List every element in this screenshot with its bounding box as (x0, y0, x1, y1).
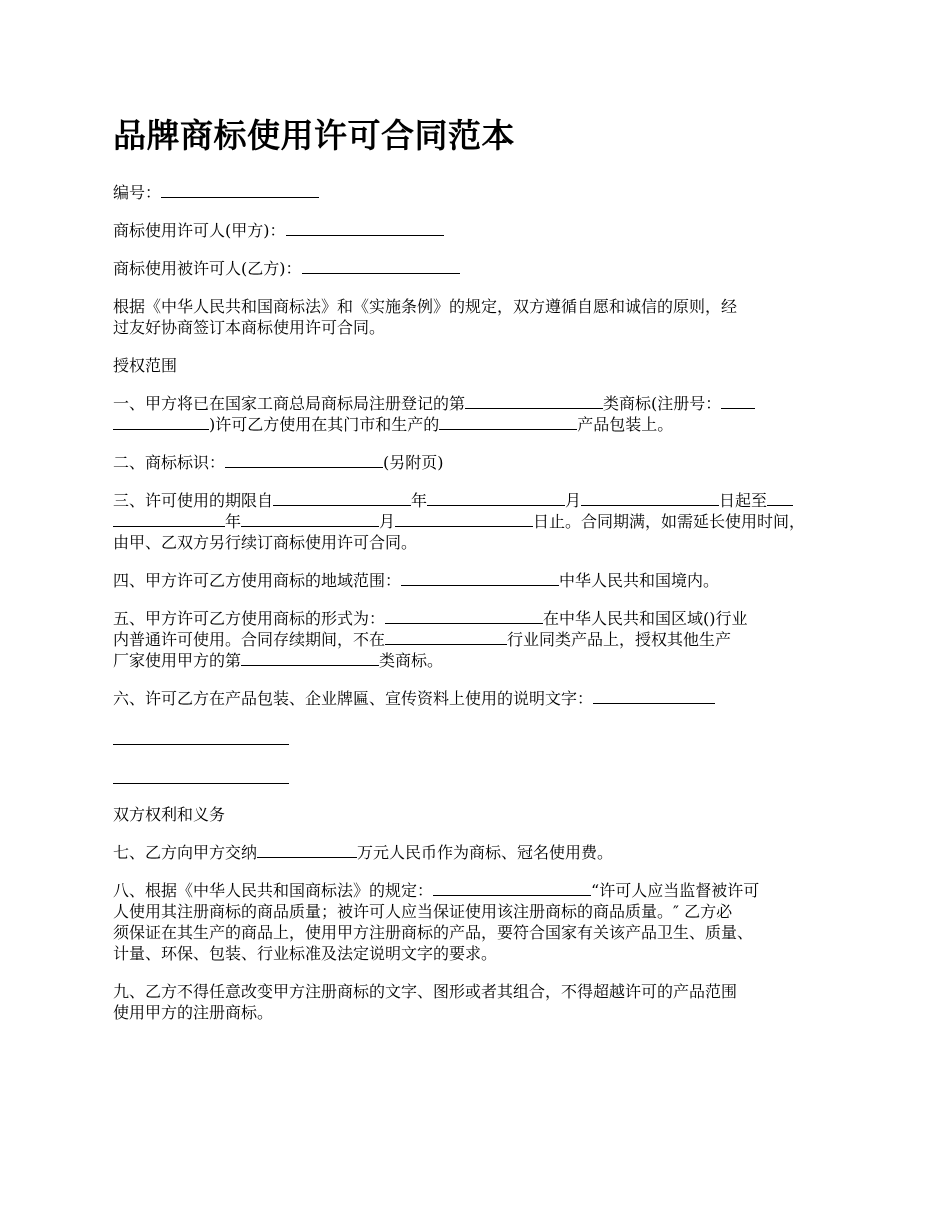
product-blank[interactable] (439, 414, 577, 430)
contract-page (113, 108, 853, 1040)
end-year-blank-part-1[interactable] (767, 490, 793, 506)
number-blank[interactable] (161, 182, 319, 198)
clause-3-line-2 (113, 511, 853, 532)
territory-blank[interactable] (401, 570, 559, 586)
clause-8-line-2: 人使用其注册商标的商品质量；被许可人应当保证使用该注册商标的商品质量。″ 乙方必 (113, 902, 733, 921)
trademark-class-blank[interactable] (465, 393, 603, 409)
clause-9-line-1: 九、乙方不得任意改变甲方注册商标的文字、图形或者其组合，不得超越许可的产品范围 (113, 982, 738, 1001)
licensor-label: 商标使用许可人(甲方)： (113, 221, 286, 240)
end-month-blank[interactable] (241, 511, 379, 527)
clause-2 (113, 452, 853, 473)
licensee-label: 商标使用被许可人(乙方)： (113, 259, 302, 278)
licensor-blank[interactable] (286, 220, 444, 236)
clause-8-text-a: 八、根据《中华人民共和国商标法》的规定： (113, 881, 434, 900)
clause-2-text-b: (另附页) (383, 453, 444, 472)
fee-amount-blank[interactable] (257, 842, 357, 858)
clause-8 (113, 880, 853, 964)
preamble-line-1: 根据《中华人民共和国商标法》和《实施条例》的规定，双方遵循自愿和诚信的原则，经 (113, 297, 738, 316)
start-year-blank[interactable] (273, 490, 411, 506)
section-heading-scope: 授权范围 (113, 356, 178, 375)
clause-3-year-1: 年 (411, 491, 428, 510)
clause-5-text-f: 类商标。 (379, 651, 444, 670)
clause-8-line-1 (113, 880, 853, 901)
clause-6 (113, 688, 853, 709)
clause-3-day-from: 日起至 (719, 491, 768, 510)
clause-6-text-a: 六、许可乙方在产品包装、企业牌匾、宣传资料上使用的说明文字： (113, 689, 594, 708)
clause-4 (113, 570, 853, 591)
clause-5-text-e: 厂家使用甲方的第 (113, 651, 242, 670)
licensee-field-row (113, 258, 853, 279)
end-year-blank-part-2[interactable] (113, 511, 225, 527)
clause-5-line-1 (113, 608, 853, 629)
clause-1-line-2 (113, 414, 853, 435)
clause-1-text-c: )许可乙方使用在其门市和生产的 (209, 415, 440, 434)
clause-3-line-1 (113, 490, 853, 511)
licensor-class-blank[interactable] (241, 650, 379, 666)
licensor-field-row (113, 220, 853, 241)
clause-5 (113, 608, 853, 671)
registration-number-blank-part-2[interactable] (113, 414, 209, 430)
clause-1-line-1 (113, 393, 853, 414)
description-text-blank-line-3[interactable] (113, 765, 289, 784)
end-day-blank[interactable] (395, 511, 533, 527)
clause-1-text-b: 类商标(注册号： (603, 394, 722, 413)
document-title: 品牌商标使用许可合同范本 (113, 116, 515, 155)
clause-3-month-2: 月 (379, 512, 396, 531)
clause-5-text-d: 行业同类产品上，授权其他生产 (507, 630, 732, 649)
clause-8-text-b: “许可人应当监督被许可 (591, 881, 760, 900)
clause-5-text-c: 内普通许可使用。合同存续期间，不在 (113, 630, 386, 649)
clause-3 (113, 490, 853, 553)
description-text-blank-line-2[interactable] (113, 726, 289, 745)
clause-3-year-2: 年 (225, 512, 242, 531)
clause-3-day-to: 日止。合同期满，如需延长使用时间， (533, 512, 806, 531)
usage-form-blank[interactable] (385, 608, 543, 624)
start-month-blank[interactable] (427, 490, 565, 506)
clause-1 (113, 393, 853, 435)
clause-3-line-3: 由甲、乙双方另行续订商标使用许可合同。 (113, 533, 418, 552)
registration-number-blank-part-1[interactable] (721, 393, 755, 409)
clause-3-month-1: 月 (565, 491, 582, 510)
clause-9-line-2: 使用甲方的注册商标。 (113, 1003, 274, 1022)
industry-blank[interactable] (385, 629, 507, 645)
clause-9 (113, 981, 853, 1023)
clause-8-line-4: 计量、环保、包装、行业标准及法定说明文字的要求。 (113, 944, 498, 963)
number-label: 编号： (113, 183, 162, 202)
start-day-blank[interactable] (581, 490, 719, 506)
section-heading-rights: 双方权利和义务 (113, 805, 226, 824)
clause-4-text-b: 中华人民共和国境内。 (559, 571, 720, 590)
clause-7 (113, 842, 853, 863)
clause-8-line-3: 须保证在其生产的商品上，使用甲方注册商标的产品，要符合国家有关该产品卫生、质量、 (113, 923, 754, 942)
preamble-paragraph (113, 296, 853, 338)
clause-5-text-b: 在中华人民共和国区域()行业 (543, 609, 748, 628)
clause-7-text-a: 七、乙方向甲方交纳 (113, 843, 258, 862)
clause-2-text-a: 二、商标标识： (113, 453, 226, 472)
description-text-blank[interactable] (593, 688, 715, 704)
clause-1-text-d: 产品包装上。 (577, 415, 674, 434)
number-field-row (113, 182, 853, 203)
preamble-line-2: 过友好协商签订本商标使用许可合同。 (113, 318, 386, 337)
clause-4-text-a: 四、甲方许可乙方使用商标的地域范围： (113, 571, 402, 590)
clause-3-text-a: 三、许可使用的期限自 (113, 491, 274, 510)
law-article-blank[interactable] (433, 880, 591, 896)
clause-5-text-a: 五、甲方许可乙方使用商标的形式为： (113, 609, 386, 628)
clause-7-text-b: 万元人民币作为商标、冠名使用费。 (357, 843, 614, 862)
clause-1-text-a: 一、甲方将已在国家工商总局商标局注册登记的第 (113, 394, 466, 413)
trademark-logo-blank[interactable] (225, 452, 383, 468)
licensee-blank[interactable] (302, 258, 460, 274)
clause-5-line-3 (113, 650, 853, 671)
clause-5-line-2 (113, 629, 853, 650)
